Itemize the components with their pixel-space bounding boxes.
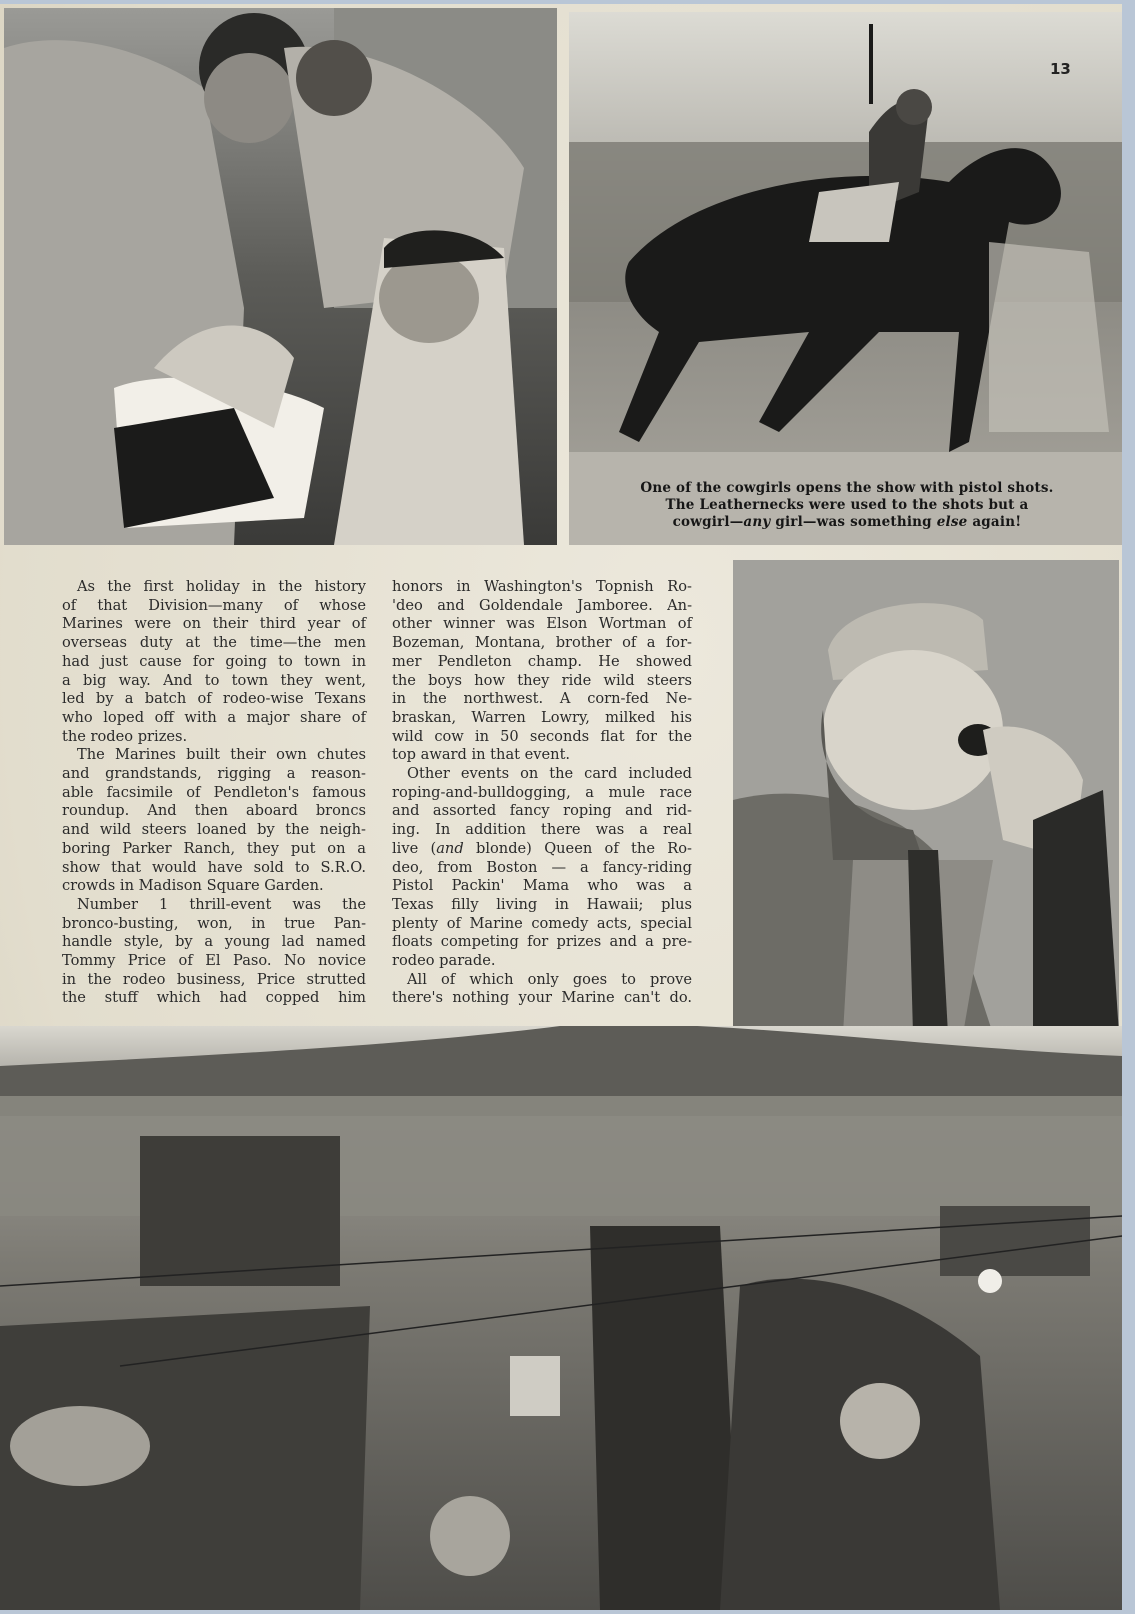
photo-icon [4, 8, 557, 545]
caption-text: again! [967, 514, 1022, 530]
photo-branding-steer [4, 8, 557, 545]
text-line: who loped off with a major share of [62, 708, 366, 726]
text-line: show that would have sold to S.R.O. [62, 858, 366, 876]
text-line: honors in Washington's Topnish Ro- [392, 578, 692, 595]
text-line: there's nothing your Marine can't do. [392, 989, 692, 1007]
text-line: Bozeman, Montana, brother of a for- [392, 634, 692, 652]
text-line: rodeo parade. [392, 952, 496, 970]
photo-caption [622, 480, 1072, 531]
text-line: the boys how they ride wild steers [392, 671, 692, 689]
text-line: Other events on the card included [407, 765, 692, 783]
photo-barbecue-crowd [0, 1026, 1122, 1610]
text-line: the stuff which had copped him [62, 989, 366, 1007]
text-fragment: live ( [392, 839, 437, 857]
article-column-2 [392, 578, 692, 1008]
caption-line [622, 514, 1072, 531]
text-line: Pistol Packin' Mama who was a [392, 877, 692, 895]
text-line: roundup. And then aboard broncs [62, 802, 366, 820]
text-line: braskan, Warren Lowry, milked his [392, 708, 692, 726]
text-line: in the northwest. A corn-fed Ne- [392, 690, 692, 708]
text-line [392, 840, 692, 859]
text-line: led by a batch of rodeo-wise Texans [62, 690, 366, 708]
text-fragment: blonde) Queen of the Ro- [463, 839, 692, 857]
text-line: deo, from Boston — a fancy-riding [392, 858, 692, 876]
photo-icon [0, 1026, 1122, 1610]
text-line: top award in that event. [392, 746, 571, 764]
page-number: 13 [1050, 60, 1071, 78]
photo-marine-eating [733, 560, 1119, 1034]
text-line: Marines were on their third year of [62, 615, 366, 633]
text-line: Number 1 thrill-event was the [77, 895, 366, 913]
text-line: in the rodeo business, Price strutted [62, 970, 366, 988]
magazine-page [0, 4, 1122, 1610]
caption-emphasis: else [936, 514, 968, 530]
text-line: boring Parker Ranch, they put on a [62, 839, 366, 857]
text-line: wild cow in 50 seconds flat for the [392, 727, 692, 745]
text-line: overseas duty at the time—the men [62, 634, 366, 652]
text-line: had just cause for going to town in [62, 652, 366, 670]
text-line: able facsimile of Pendleton's famous [62, 783, 366, 801]
caption-text: cowgirl— [672, 514, 744, 530]
text-line: and assorted fancy roping and rid- [392, 802, 692, 820]
text-line: As the first holiday in the history [77, 578, 366, 595]
caption-line: The Leathernecks were used to the shots but a [665, 497, 1029, 513]
text-line: 'deo and Goldendale Jamboree. An- [392, 596, 692, 614]
text-line: crowds in Madison Square Garden. [62, 877, 324, 895]
text-line: and grandstands, rigging a reason- [62, 765, 366, 783]
photo-icon [569, 12, 1122, 545]
text-line: and wild steers loaned by the neigh- [62, 821, 366, 839]
caption-emphasis: any [743, 514, 771, 530]
text-line: Tommy Price of El Paso. No novice [62, 952, 366, 970]
text-line: of that Division—many of whose [62, 596, 366, 614]
caption-text: girl—was something [770, 514, 937, 530]
text-line: plenty of Marine comedy acts, special [392, 914, 692, 932]
text-line: roping-and-bulldogging, a mule race [392, 783, 692, 801]
text-line: other winner was Elson Wortman of [392, 615, 692, 633]
text-line: Texas filly living in Hawaii; plus [392, 895, 692, 913]
text-line: All of which only goes to prove [407, 970, 692, 988]
article-column-1 [62, 578, 366, 1008]
caption-line: One of the cowgirls opens the show with pistol shots. [640, 480, 1054, 496]
text-line: handle style, by a young lad named [62, 933, 366, 951]
photo-icon [733, 560, 1119, 1034]
text-line: floats competing for prizes and a pre- [392, 933, 692, 951]
text-line: The Marines built their own chutes [77, 746, 366, 764]
text-line: mer Pendleton champ. He showed [392, 652, 692, 670]
text-line: a big way. And to town they went, [62, 671, 366, 689]
text-line: ing. In addition there was a real [392, 821, 692, 839]
photo-cowgirl-rider [569, 12, 1122, 545]
text-line: the rodeo prizes. [62, 727, 188, 745]
text-line: bronco-busting, won, in true Pan- [62, 914, 366, 932]
text-emphasis: and [436, 839, 464, 857]
